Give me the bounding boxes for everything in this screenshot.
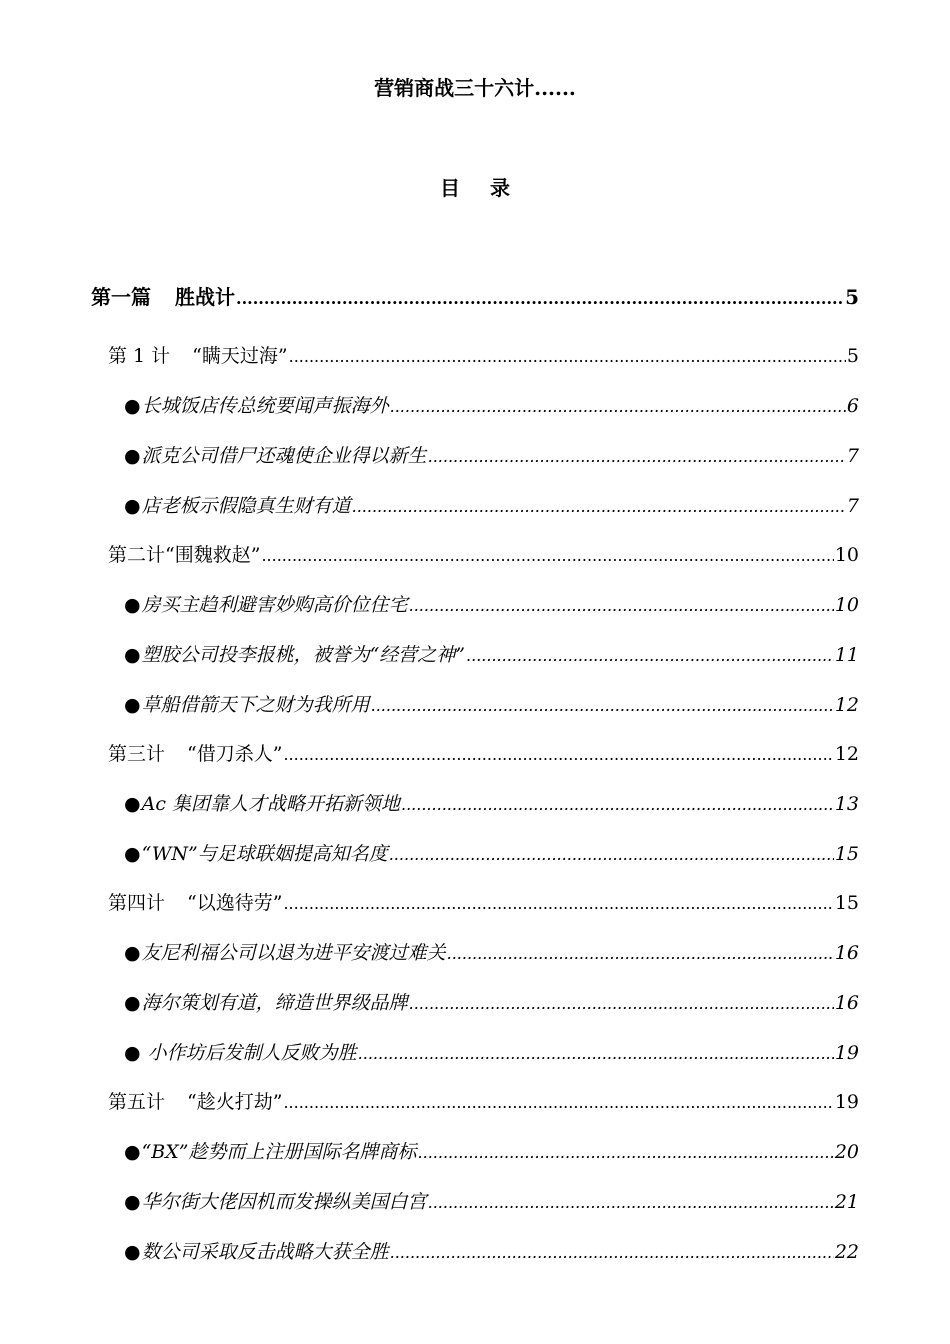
toc-entry-label: 第三计 “借刀杀人” <box>108 743 283 765</box>
toc-item-entry[interactable] <box>124 1135 859 1169</box>
dot-leader <box>283 886 833 920</box>
bullet-icon: ● <box>124 793 141 815</box>
toc-item-entry[interactable] <box>124 1036 859 1070</box>
bullet-icon: ● <box>124 1241 141 1263</box>
dot-leader <box>390 1235 834 1269</box>
toc-page-number: 6 <box>846 395 859 417</box>
bullet-icon: ● <box>124 594 141 616</box>
toc-page-number: 12 <box>834 694 859 716</box>
toc-item-entry[interactable] <box>124 787 859 821</box>
dot-leader <box>371 688 834 722</box>
toc-part-entry[interactable] <box>91 280 859 314</box>
bullet-icon: ● <box>124 1191 141 1213</box>
dot-leader <box>409 986 834 1020</box>
toc-page-number: 15 <box>834 843 859 865</box>
toc-page-number: 7 <box>846 495 859 517</box>
toc-entry-label: 第四计 “以逸待劳” <box>108 892 283 914</box>
dot-leader <box>236 280 844 314</box>
toc-chapter-entry[interactable] <box>108 737 859 771</box>
toc-page-number: 10 <box>834 544 859 566</box>
toc-page-number: 13 <box>834 793 859 815</box>
toc-entry-label: ●“WN”与足球联姻提高知名度 <box>124 843 388 865</box>
toc-entry-label: ●数公司采取反击战略大获全胜 <box>124 1241 389 1263</box>
dot-leader <box>389 837 834 871</box>
toc-entry-label: ●长城饭店传总统要闻声振海外 <box>124 395 389 417</box>
toc-page-number: 19 <box>834 1042 859 1064</box>
toc-entry-label: ●海尔策划有道，缔造世界级品牌 <box>124 992 408 1014</box>
toc-page-number: 11 <box>834 644 859 666</box>
toc-item-entry[interactable] <box>124 1185 859 1219</box>
dot-leader <box>283 737 833 771</box>
toc-item-entry[interactable] <box>124 837 859 871</box>
toc-item-entry[interactable] <box>124 688 859 722</box>
toc-entry-label: 第五计 “趁火打劫” <box>108 1091 283 1113</box>
toc-chapter-entry[interactable] <box>108 339 859 373</box>
toc-page-number: 20 <box>834 1141 859 1163</box>
dot-leader <box>283 1085 833 1119</box>
dot-leader <box>261 538 833 572</box>
dot-leader <box>428 1185 834 1219</box>
toc-entry-label: ●房买主趋利避害妙购高价位住宅 <box>124 594 408 616</box>
bullet-icon: ● <box>124 1042 141 1064</box>
toc-chapter-entry[interactable] <box>108 886 859 920</box>
toc-heading <box>0 174 950 202</box>
toc-page-number: 16 <box>834 992 859 1014</box>
toc-page-number: 12 <box>834 743 859 765</box>
toc-page-number: 5 <box>845 285 859 309</box>
toc-chapter-entry[interactable] <box>108 538 859 572</box>
toc-heading-left: 目 <box>440 176 460 200</box>
dot-leader <box>390 389 846 423</box>
toc-entry-label: ●“BX”趁势而上注册国际名牌商标 <box>124 1141 417 1163</box>
toc-entry-label: 第 1 计 “瞒天过海” <box>108 345 288 367</box>
bullet-icon: ● <box>124 495 141 517</box>
toc-item-entry[interactable] <box>124 439 859 473</box>
toc-page-number: 15 <box>834 892 859 914</box>
toc-item-entry[interactable] <box>124 389 859 423</box>
dot-leader <box>447 936 834 970</box>
toc-entry-label: ●店老板示假隐真生财有道 <box>124 495 351 517</box>
toc-page-number: 22 <box>834 1241 859 1263</box>
toc-page-number: 21 <box>834 1191 859 1213</box>
toc-item-entry[interactable] <box>124 588 859 622</box>
toc-page-number: 19 <box>834 1091 859 1113</box>
dot-leader <box>358 1036 834 1070</box>
bullet-icon: ● <box>124 694 141 716</box>
dot-leader <box>418 1135 834 1169</box>
toc-entry-label: ●塑胶公司投李报桃，被誉为“经营之神” <box>124 644 466 666</box>
toc-heading-right: 录 <box>490 176 510 200</box>
toc-entry-label: ●派克公司借尸还魂使企业得以新生 <box>124 445 427 467</box>
toc-page-number: 10 <box>834 594 859 616</box>
document-title: 营销商战三十六计...... <box>374 76 576 100</box>
toc-item-entry[interactable] <box>124 638 859 672</box>
toc-item-entry[interactable] <box>124 986 859 1020</box>
toc-page-number: 5 <box>846 345 859 367</box>
bullet-icon: ● <box>124 1141 141 1163</box>
dot-leader <box>409 588 834 622</box>
bullet-icon: ● <box>124 843 141 865</box>
bullet-icon: ● <box>124 942 141 964</box>
dot-leader <box>428 439 846 473</box>
bullet-icon: ● <box>124 445 141 467</box>
toc-entry-label: 第一篇 胜战计 <box>91 285 235 309</box>
dot-leader <box>289 339 846 373</box>
toc-entry-label: ● 小作坊后发制人反败为胜 <box>124 1042 357 1064</box>
bullet-icon: ● <box>124 644 141 666</box>
toc-item-entry[interactable] <box>124 1235 859 1269</box>
dot-leader <box>352 489 846 523</box>
toc-entry-label: ●草船借箭天下之财为我所用 <box>124 694 370 716</box>
toc-entry-label: ●友尼利福公司以退为进平安渡过难关 <box>124 942 446 964</box>
toc-entry-label: 第二计“围魏救赵” <box>108 544 261 566</box>
toc-entry-label: ●Ac 集团靠人才战略开拓新领地 <box>124 793 400 815</box>
dot-leader <box>466 638 834 672</box>
bullet-icon: ● <box>124 992 141 1014</box>
dot-leader <box>401 787 834 821</box>
bullet-icon: ● <box>124 395 141 417</box>
toc-item-entry[interactable] <box>124 489 859 523</box>
toc-entry-label: ●华尔街大佬因机而发操纵美国白宫 <box>124 1191 427 1213</box>
toc-chapter-entry[interactable] <box>108 1085 859 1119</box>
toc-page-number: 7 <box>846 445 859 467</box>
toc-item-entry[interactable] <box>124 936 859 970</box>
toc-page-number: 16 <box>834 942 859 964</box>
